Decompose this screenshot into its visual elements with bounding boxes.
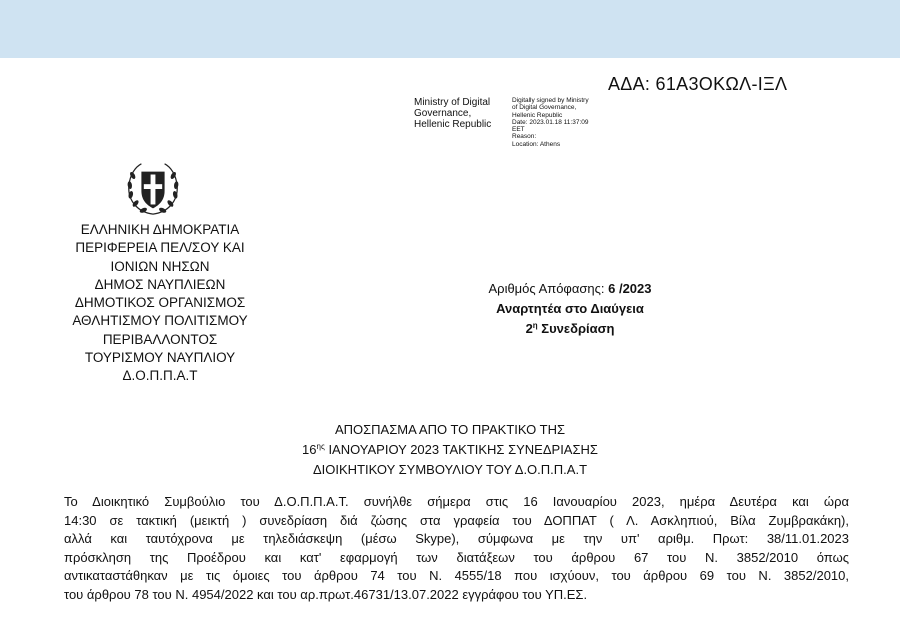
extract-day: 16 (302, 442, 317, 457)
issuer-line: ΙΟΝΙΩΝ ΝΗΣΩΝ (110, 258, 210, 274)
issuer-line: ΔΗΜΟΤΙΚΟΣ ΟΡΓΑΝΙΣΜΟΣ (74, 295, 246, 311)
extract-line-1: ΑΠΟΣΠΑΣΜΑ ΑΠΟ ΤΟ ΠΡΑΚΤΙΚΟ ΤΗΣ (334, 422, 566, 437)
body-line: πρόσκληση της Προέδρου και κατ' εφαρμογή των διατάξεων του άρθρου 67 του Ν. 3852/2010 όπως (64, 549, 849, 565)
digital-signature-details (512, 97, 589, 148)
signature-detail-line: Date: 2023.01.18 11:37:09 (512, 118, 589, 126)
digital-signature-signer (414, 97, 491, 130)
issuer-line: ΠΕΡΙΦΕΡΕΙΑ ΠΕΛ/ΣΟΥ ΚΑΙ (75, 240, 245, 256)
decision-info (470, 279, 670, 339)
signer-line: Ministry of Digital (414, 97, 491, 108)
extract-heading (250, 420, 650, 480)
issuer-line: ΑΘΛΗΤΙΣΜΟΥ ΠΟΛΙΤΙΣΜΟΥ (72, 313, 248, 329)
decision-number-label: Αριθμός Απόφασης: (488, 281, 609, 296)
issuer-line: ΠΕΡΙΒΑΛΛΟΝΤΟΣ (102, 331, 218, 347)
hellenic-republic-emblem-icon (124, 160, 182, 218)
session-word: Συνεδρίαση (537, 321, 615, 336)
issuer-line: ΤΟΥΡΙΣΜΟΥ ΝΑΥΠΛΙΟΥ (84, 350, 236, 366)
signature-detail-line: Reason: (512, 133, 537, 141)
issuer-line: ΕΛΛΗΝΙΚΗ ΔΗΜΟΚΡΑΤΙΑ (80, 222, 240, 237)
body-line: 14:30 σε τακτική (μεικτή ) συνεδρίαση διά ζώσης στα γραφεία του ΔΟΠΠΑΤ ( Λ. Ασκληπιού, Βίλα Ζυμβρακάκη), (64, 512, 849, 528)
extract-day-suffix: ης (316, 442, 325, 451)
extract-line-2 (250, 440, 650, 460)
signature-detail-line: of Digital Governance, (512, 104, 577, 112)
decision-number (470, 279, 670, 299)
session-label (470, 319, 670, 339)
body-line: αντικαταστάθηκαν με τις όμοιες του άρθρου 74 του Ν. 4555/18 που ισχύουν, του άρθρου 69 του Ν. 3852/2010, (64, 568, 849, 583)
signer-line: Hellenic Republic (414, 119, 492, 130)
issuer-line: Δ.Ο.Π.Π.Α.Τ (122, 368, 198, 384)
signature-detail-line: Hellenic Republic (512, 111, 563, 119)
signature-detail-line: Location: Athens (512, 140, 561, 148)
publish-note: Αναρτητέα στο Διαύγεια (496, 301, 644, 316)
body-paragraph (64, 493, 849, 604)
body-line: αλλά και ταυτόχρονα με τηλεδιάσκεψη (μέσω Skype), σύμφωνα με την υπ' αριθμ. Πρωτ: 38/11.01.2023 (64, 531, 849, 546)
body-line: Το Διοικητικό Συμβούλιο του Δ.Ο.Π.Π.Α.Τ. συνήλθε σήμερα στις 16 Ιανουαρίου 2023, ημέρα Δευτέρα και ώρα (64, 494, 849, 509)
session-ordinal-suffix: η (532, 321, 538, 330)
session-number: 2 (525, 321, 533, 336)
extract-date-rest: ΙΑΝΟΥΑΡΙΟΥ 2023 ΤΑΚΤΙΚΗΣ ΣΥΝΕΔΡΙΑΣΗΣ (324, 442, 598, 457)
extract-line-3: ΔΙΟΙΚΗΤΙΚΟΥ ΣΥΜΒΟΥΛΙΟΥ ΤΟΥ Δ.Ο.Π.Π.Α.Τ (312, 462, 588, 477)
top-banner (0, 0, 900, 58)
body-line: του άρθρου 78 του Ν. 4954/2022 και του αρ.πρωτ.46731/13.07.2022 εγγράφου του ΥΠ.ΕΣ. (64, 586, 588, 602)
decision-number-value: 6 /2023 (608, 281, 652, 296)
signature-detail-line: Digitally signed by Ministry (512, 97, 589, 104)
signature-detail-line: EET (512, 126, 525, 134)
ada-code: ΑΔΑ: 61Α3ΟΚΩΛ-ΙΞΛ (608, 74, 788, 94)
issuer-block (40, 221, 280, 386)
issuer-line: ΔΗΜΟΣ ΝΑΥΠΛΙΕΩΝ (94, 276, 226, 292)
signer-line: Governance, (414, 108, 472, 119)
